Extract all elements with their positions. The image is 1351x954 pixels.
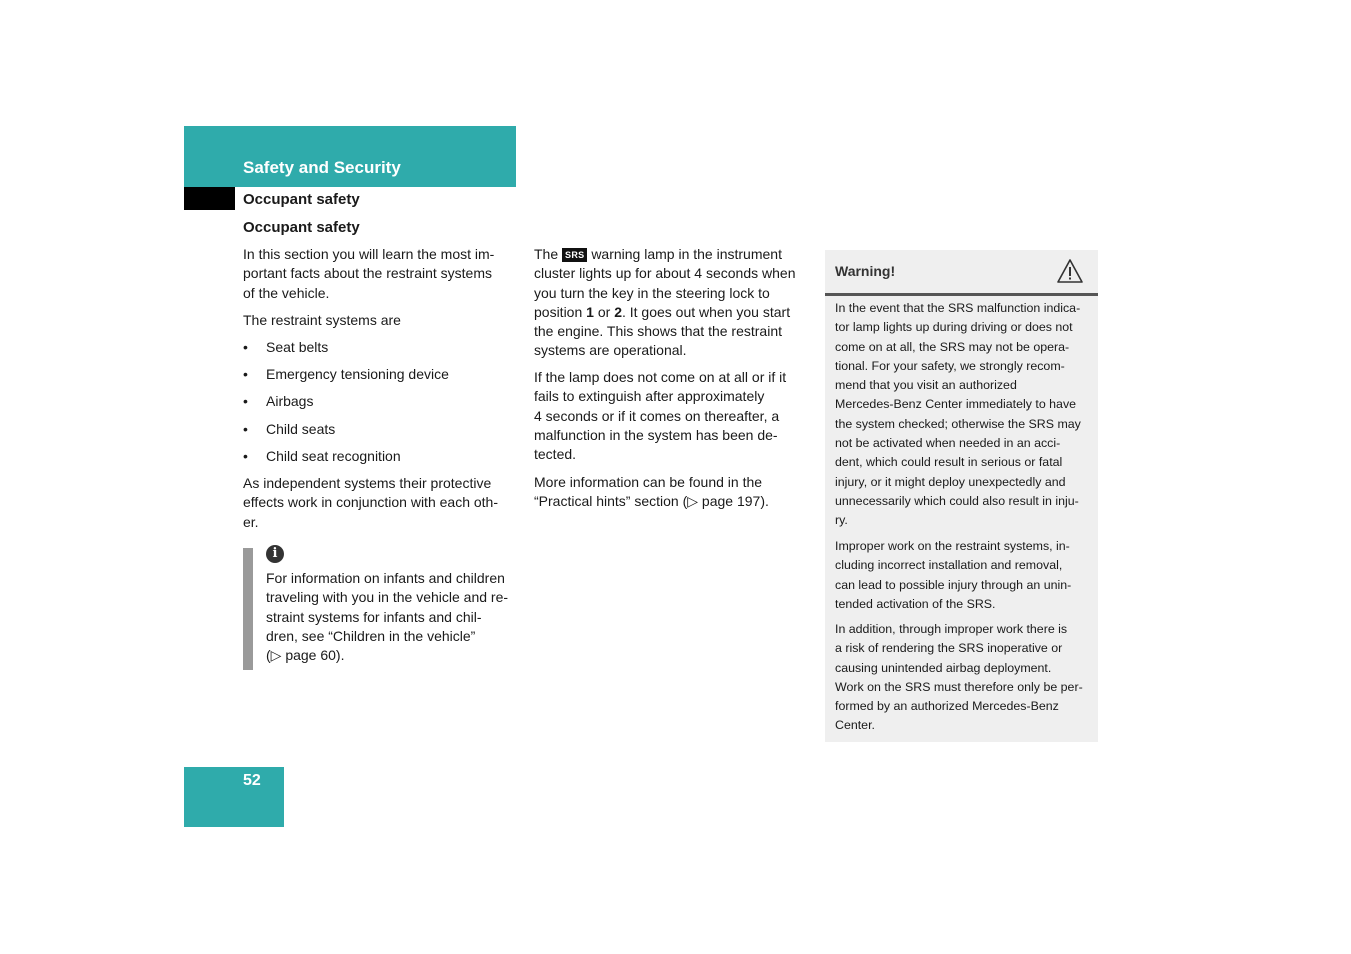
- text-line: If the lamp does not come on at all or if it: [534, 369, 787, 385]
- text-fragment: or: [593, 303, 615, 320]
- text-line: can lead to possible injury through an unin-: [835, 577, 1072, 592]
- text-line: Improper work on the restraint systems, in-: [835, 539, 1070, 553]
- page-title: Occupant safety: [243, 219, 360, 236]
- text-line: of the vehicle.: [243, 284, 330, 301]
- text-line: injury, or it might deploy unexpectedly and: [835, 474, 1066, 489]
- text-line: cluding incorrect installation and removal,: [835, 558, 1063, 573]
- text-line: a risk of rendering the SRS inoperative or: [835, 641, 1063, 656]
- text-line: tor lamp lights up during driving or does not: [835, 320, 1073, 335]
- text-line: In addition, through improper work there is: [835, 622, 1068, 636]
- text-line: tended activation of the SRS.: [835, 596, 996, 611]
- srs-lamp-paragraph: [534, 245, 808, 361]
- list-item: • Child seats: [243, 421, 336, 437]
- list-item-label: Seat belts: [266, 339, 329, 355]
- text-line: formed by an authorized Mercedes-Benz: [835, 699, 1059, 714]
- section-label: Occupant safety: [243, 191, 360, 208]
- list-item-label: Airbags: [266, 393, 314, 409]
- text-line: straint systems for infants and chil-: [266, 608, 482, 625]
- list-item: • Emergency tensioning device: [243, 366, 449, 382]
- warning-divider: [825, 293, 1098, 296]
- text-fragment: warning lamp in the instrument: [591, 246, 782, 262]
- text-fragment: position: [534, 303, 587, 320]
- page-number: 52: [243, 772, 261, 789]
- info-icon: i: [266, 545, 284, 563]
- text-line: In this section you will learn the most im-: [243, 246, 495, 262]
- text-line: you turn the key in the steering lock to: [534, 284, 770, 301]
- text-line: traveling with you in the vehicle and re-: [266, 589, 509, 606]
- text-line: tected.: [534, 446, 577, 463]
- warning-paragraph: [835, 537, 1091, 614]
- text-line: fails to extinguish after approximately: [534, 388, 765, 405]
- info-note: [266, 569, 521, 665]
- text-line: systems are operational.: [534, 342, 687, 359]
- page-reference: “Practical hints” section (▷ page 197).: [534, 493, 769, 510]
- info-note-bar: [243, 548, 253, 670]
- text-line: As independent systems their protective: [243, 475, 492, 491]
- list-item: • Seat belts: [243, 339, 329, 355]
- text-line: Center.: [835, 718, 875, 733]
- list-item-label: Child seats: [266, 421, 336, 437]
- position-number: 2: [614, 303, 622, 320]
- position-number: 1: [586, 303, 594, 320]
- srs-warning-lamp-icon: SRS: [562, 248, 587, 262]
- text-line: not be activated when needed in an acci-: [835, 436, 1061, 451]
- text-line: the engine. This shows that the restraint: [534, 323, 782, 340]
- text-line: mend that you visit an authorized: [835, 378, 1017, 393]
- text-line: dent, which could result in serious or fatal: [835, 455, 1063, 470]
- restraint-intro: The restraint systems are: [243, 312, 401, 328]
- text-line: cluster lights up for about 4 seconds when: [534, 265, 796, 282]
- independent-systems-paragraph: [243, 474, 519, 532]
- text-line: malfunction in the system has been de-: [534, 426, 778, 443]
- intro-paragraph: [243, 245, 519, 303]
- warning-paragraph: [835, 299, 1091, 531]
- text-line: [534, 303, 808, 322]
- text-line: For information on infants and children: [266, 570, 505, 586]
- text-line: portant facts about the restraint systems: [243, 265, 493, 282]
- text-fragment: . It goes out when you start: [621, 303, 791, 320]
- text-line: In the event that the SRS malfunction indica-: [835, 301, 1081, 315]
- warning-triangle-icon: [1056, 258, 1084, 284]
- text-line: come on at all, the SRS may not be opera-: [835, 339, 1070, 354]
- text-line: Work on the SRS must therefore only be per-: [835, 679, 1083, 694]
- text-line: [534, 245, 808, 264]
- text-fragment: The: [534, 246, 559, 262]
- text-line: 4 seconds or if it comes on thereafter, a: [534, 407, 780, 424]
- text-line: the system checked; otherwise the SRS may: [835, 416, 1081, 431]
- page-reference: (▷ page 60).: [266, 647, 345, 664]
- list-item: • Airbags: [243, 393, 314, 409]
- more-info-paragraph: [534, 473, 808, 512]
- text-line: tional. For your safety, we strongly recom-: [835, 358, 1065, 373]
- text-line: er.: [243, 513, 259, 530]
- text-line: More information can be found in the: [534, 474, 763, 490]
- malfunction-paragraph: [534, 368, 808, 464]
- page-number-box: [184, 767, 284, 827]
- chapter-title: Safety and Security: [243, 158, 401, 177]
- list-item: • Child seat recognition: [243, 448, 401, 464]
- list-item-label: Emergency tensioning device: [266, 366, 449, 382]
- list-item-label: Child seat recognition: [266, 448, 401, 464]
- section-marker: [184, 187, 235, 210]
- text-line: dren, see “Children in the vehicle”: [266, 627, 476, 644]
- text-line: ry.: [835, 513, 848, 528]
- text-line: effects work in conjunction with each oth-: [243, 494, 498, 511]
- warning-title: Warning!: [835, 263, 896, 279]
- text-line: causing unintended airbag deployment.: [835, 660, 1052, 675]
- text-line: Mercedes-Benz Center immediately to have: [835, 397, 1077, 412]
- text-line: unnecessarily which could also result in inju-: [835, 493, 1079, 508]
- warning-paragraph: [835, 620, 1091, 736]
